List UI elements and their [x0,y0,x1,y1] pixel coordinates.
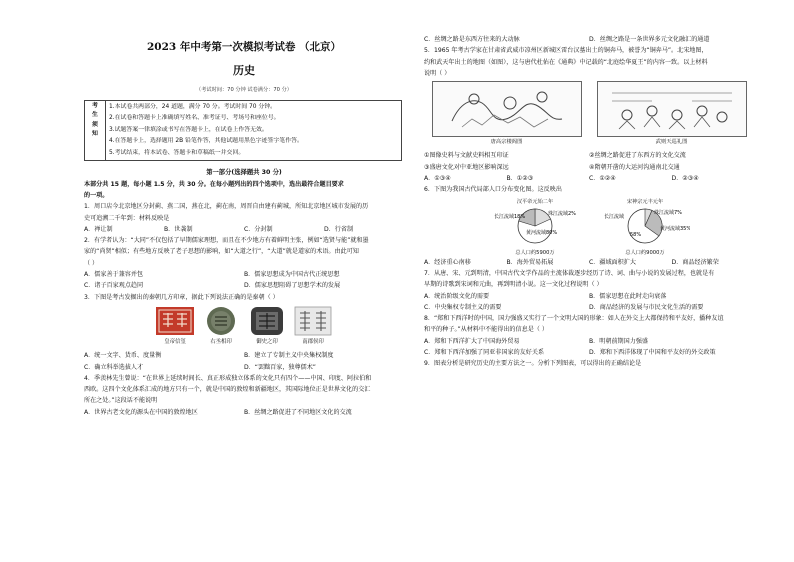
option: D．儒家思想阻碍了思想学术的发展 [244,282,341,290]
option: C．丝绸之路是东西方往来的大动脉 [424,36,520,43]
section-title: 第一部分(选择题共 30 分) [206,169,282,177]
option: A．统一文字、货币、度量衡 [84,352,162,360]
seal-caption: 皇帝信玺 [164,338,186,345]
pie-label: 58% [630,231,642,238]
image-caption: 唐高宗楼阁图 [490,139,523,146]
statement: ①图像史料与文献史料相互印证 [424,152,509,160]
seal-image-red [155,305,195,337]
pie-han-svg [490,206,580,246]
option: B．世袭制 [164,225,193,233]
question-3-options [84,350,404,361]
option: A．经济重心南移 [424,258,471,266]
question-7-stem: 早期的诗歌到宋词和元曲，再到明清小说。这一文化过程说明（ ） [424,281,603,289]
exam-meta: （考试时间：70 分钟 试卷满分：70 分） [196,86,292,93]
option: C．疆域面积扩大 [589,258,636,266]
statement: ④隋朝开凿的大运河沟通南北交通 [589,163,680,171]
seal-captions [84,337,404,348]
option: A．①③④ [424,175,451,183]
notice-item: 2.在试卷和答题卡上准确填写姓名、准考证号、考场号和座位号。 [109,115,280,122]
question-8-stem: 和平的种子。”从材料中不能得出的信息是（ ） [424,326,548,334]
left-column [84,34,404,418]
pie-title: 宋神宗元丰元年 [626,198,664,205]
option: B．儒家思想成为中国古代正统思想 [244,271,340,279]
question-6-options [424,257,754,268]
question-7-options [424,291,754,302]
pie-total: 总人口约5900万 [515,249,555,256]
question-8-stem: 8．“郑和下西洋时的中国，国力强盛又实行了一个文明大国的形象：如人在外交上大都保持和平友好，播种友谊 [424,315,724,323]
notice-items [106,100,402,161]
notice-item: 3.试题答案一律填涂或书写在答题卡上，在试卷上作答无效。 [109,126,268,133]
option: A．统治阶级文化的需要 [424,292,490,300]
notice-item: 1.本试卷共两部分，24 道题，满分 70 分。考试时间 70 分钟。 [109,103,277,110]
question-5-statements [424,150,754,161]
seal-image-print [293,305,333,337]
option: C．确立科举选拔人才 [84,363,144,371]
population-pie-figures [490,198,754,257]
notice-item: 5.考试结束，将本试卷、答题卡和草稿纸一并交回。 [109,149,245,156]
option: A．儒家善于兼容并包 [84,271,144,279]
option: D．“罢黜百家，独尊儒术” [244,363,316,371]
section-intro: 本部分共 15 题，每小题 1.5 分，共 30 分。在每小题列出的四个选项中，选出最符合题目要求 [84,180,344,188]
pie-label: 珠江流域2% [548,210,576,217]
pie-song-svg [600,206,690,246]
question-8-options [424,347,754,358]
section-intro: 的一项。 [84,191,109,199]
mural-image-1 [432,81,582,148]
question-5-statements [424,162,754,173]
mural-image-2 [597,81,747,148]
option: B．明朝前期国力强盛 [589,337,649,345]
option: D．丝绸之路是一条世界多元文化融汇的通道 [589,36,710,43]
exam-notice-table [84,100,402,162]
question-5-stem: 5．1965 年考古学家在甘肃省武威市凉州区新城区雷台汉墓出土的铜奔马，被誉为“铜奔马”。北宋地图， [424,47,708,55]
seal-caption: 南郡侯印 [302,338,324,345]
exam-title: 2023 年中考第一次模拟考试卷 （北京） [146,41,342,53]
pie-label: 长江流域18% [494,213,526,220]
question-4-stem: 所在之处。”这段话不能说明 [84,397,158,405]
option: C．诸子百家观点趋同 [84,282,144,290]
question-5-stem: 约和武天年出土的地图（如图），这与唐代杜佑在《通典》中记载的“北庭绘华夏王”的内容一致。以上材料 [424,58,708,66]
seal-caption: 御史之印 [256,338,278,345]
image-caption: 武则天巡礼图 [655,139,688,146]
question-2-stem: 2．有学者认为：“大同”不仅包括了早期儒家理想，而且在不少地方有着鲜明主张，例如“选贤与能”就和墨 [84,237,369,245]
exam-subject: 历史 [233,64,255,78]
question-9-stem: 9．图表分析是研究历史的主要方法之一。分析下列图表，可以得出的正确结论是 [424,360,642,368]
question-7-stem: 7．从唐、宋、元到明清，中国古代文学作品的主流体裁逐步经历了诗、词、曲与小说的发展过程，也就是有 [424,269,715,277]
seal-image-dark [247,305,287,337]
option: C．分封制 [244,225,273,233]
right-column [424,34,754,370]
option: A．禅让制 [84,225,113,233]
option: D．郑和下西洋体现了中国和平友好的外交政策 [589,349,716,357]
question-1-stem: 1．周口店今北京地区分封蓟、燕二国，燕在北，蓟在南，周晋自由建有蓟城，所知北京地区城市发展的历 [84,203,369,211]
seal-images [84,305,404,337]
option: D．行省制 [324,225,354,233]
question-2-stem: （ ） [84,259,99,267]
question-2-options [84,269,404,280]
question-5-images [424,81,754,148]
question-3-options [84,362,404,373]
option: D．商品经济的发展与市民文化生活的需要 [589,303,704,311]
statement: ②丝绸之路促进了东西方的文化交流 [589,152,686,160]
question-4-options [84,407,404,418]
question-4-options-cont [424,34,754,45]
pie-total: 总人口约9000万 [625,249,665,256]
option: D．商品经济繁荣 [671,258,719,266]
pie-label: 珠江流域7% [654,209,682,216]
seal-caption: 右丞相印 [210,338,232,345]
question-1-options [84,224,404,235]
pie-label: 黄河流域80% [526,229,558,236]
notice-item: 4.在答题卡上，选择题用 2B 铅笔作答，其他试题用黑色字迹签字笔作答。 [109,138,303,145]
question-2-stem: 家的“尚贤”相似；有些地方反映了老子思想的影响，如“大道之行”，“大道”就是道家的术语。由此可知 [84,248,359,256]
option: A．郑和下西洋扩大了中国海外贸易 [424,337,520,345]
option: B．建立了专制主义中央集权制度 [244,352,334,360]
pie-chart-han [490,198,580,257]
option: D．②③④ [671,175,699,183]
statement: ③盛唐文化对中亚地区影响深远 [424,163,509,171]
question-6-stem: 6．下图为我国古代局部人口分布变化图。这反映出 [424,186,562,194]
question-7-options [424,302,754,313]
question-5-options [424,173,754,184]
pie-label: 长江流域 [604,213,625,220]
option: B．海外贸易拓展 [506,258,554,266]
question-4-stem: 西欧。这四个文化体系汇成的地方只有一个，就是中国的敦煌和新疆地区，其国际地位正是世界文化的交汇 [84,386,371,394]
option: B．①②③ [506,175,534,183]
pie-label: 黄河流域35% [660,225,690,232]
question-5-stem: 说明（ ） [424,69,451,77]
question-8-options [424,336,754,347]
notice-label: 考 生 须 知 [85,100,106,161]
question-1-stem: 史可追溯二千年到：材料反映是 [84,214,170,222]
option: C．郑和下西洋加强了同亚非国家的友好关系 [424,349,545,357]
pie-title: 汉平帝元始二年 [516,198,554,205]
option: A．世界古老文化的源头在中国的敦煌地区 [84,408,198,416]
pie-chart-song [600,198,690,257]
option: C．①②④ [589,175,616,183]
option: C．中央集权专制主义的需要 [424,303,502,311]
option: B．丝绸之路促进了不同地区文化的交流 [244,408,352,416]
question-2-options [84,280,404,291]
question-4-stem: 4．季羡林先生曾说：“在世界上延续时间长、真正形成独立体系的文化只有四个——中国、印度、阿拉伯和 [84,374,372,382]
question-3-stem: 3．下图是考古发掘出的秦朝几方印章，据此下列说法正确的是秦朝（ ） [84,293,279,301]
option: B．儒家思想在此时走向衰落 [589,292,667,300]
seal-image-bronze [201,305,241,337]
